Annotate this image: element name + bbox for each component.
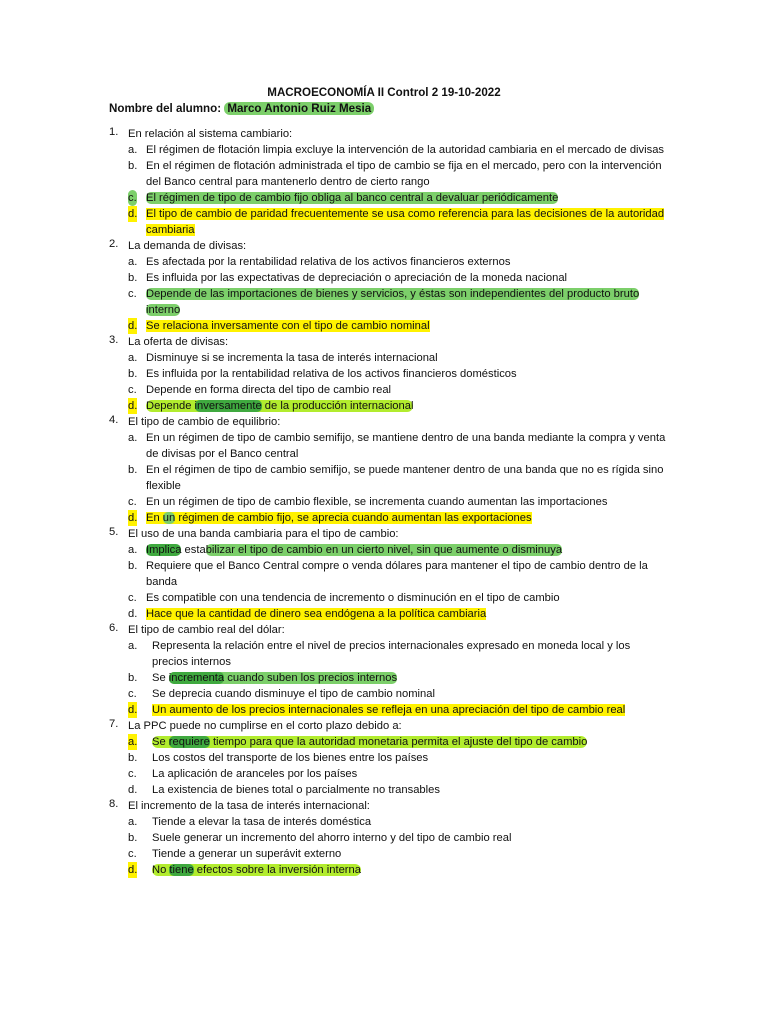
question-list bbox=[109, 126, 669, 878]
option-text: Es influida por la rentabilidad relativa de los activos financieros domésticos bbox=[146, 368, 517, 380]
option-letter: b. bbox=[128, 832, 138, 844]
highlight-yellow-green bbox=[152, 736, 587, 748]
option-list bbox=[109, 814, 669, 878]
student-label: Nombre del alumno: bbox=[109, 102, 222, 115]
option-letter: d. bbox=[128, 400, 138, 412]
option-text bbox=[109, 702, 669, 718]
option-text: En un régimen de tipo de cambio flexible, se incrementa cuando aumentan las importaciones bbox=[146, 496, 608, 508]
option-letter: a. bbox=[128, 816, 138, 828]
question-number: 7. bbox=[109, 718, 119, 730]
option-letter: c. bbox=[128, 192, 137, 204]
student-name: Marco Antonio Ruiz Mesia bbox=[224, 102, 374, 115]
option-text: Requiere que el Banco Central compre o venda dólares para mantener el tipo de cambio dentro de la banda bbox=[146, 560, 648, 588]
option-letter: a. bbox=[128, 736, 138, 748]
highlight-yellow: El tipo de cambio de paridad frecuentemente se usa como referencia para las decisiones de la autoridad cambiaria bbox=[146, 208, 665, 236]
option-text bbox=[109, 670, 669, 686]
highlight-dark-green: inversamente bbox=[194, 400, 262, 412]
option-text: En el régimen de tipo de cambio semifijo, se puede mantener dentro de una banda que no es rígida sino flexible bbox=[146, 464, 664, 492]
option-1a bbox=[109, 142, 669, 158]
question-text: El incremento de la tasa de interés internacional: bbox=[128, 800, 370, 812]
option-letter: a. bbox=[128, 544, 138, 556]
option-5c bbox=[109, 590, 669, 606]
text-part: Se bbox=[152, 736, 169, 748]
option-text bbox=[109, 542, 669, 558]
option-letter: a. bbox=[128, 432, 138, 444]
text-part: de la producción internacional bbox=[261, 400, 414, 412]
question-number: 8. bbox=[109, 798, 119, 810]
option-letter: c. bbox=[128, 688, 137, 700]
option-text: El régimen de flotación limpia excluye la intervención de la autoridad cambiaria en el mercado de divisas bbox=[146, 144, 665, 156]
option-text: Es afectada por la rentabilidad relativa de los activos financieros externos bbox=[146, 256, 511, 268]
option-text bbox=[109, 606, 669, 622]
option-letter: c. bbox=[128, 768, 137, 780]
option-letter: b. bbox=[128, 160, 138, 172]
option-list bbox=[109, 430, 669, 526]
option-3b bbox=[109, 366, 669, 382]
question-text: En relación al sistema cambiario: bbox=[128, 128, 293, 140]
option-text: La aplicación de aranceles por los países bbox=[152, 768, 358, 780]
option-list bbox=[109, 142, 669, 238]
option-letter: a. bbox=[128, 256, 138, 268]
option-letter: b. bbox=[128, 368, 138, 380]
highlight-green: El régimen de tipo de cambio fijo obliga al banco central a devaluar periódicamente bbox=[146, 192, 559, 204]
option-7d bbox=[109, 782, 669, 798]
option-4b bbox=[109, 462, 669, 494]
question-3 bbox=[109, 334, 669, 414]
highlight-yellow: Hace que la cantidad de dinero sea endógena a la política cambiaria bbox=[146, 608, 487, 620]
option-letter: d. bbox=[128, 320, 138, 332]
highlight-green: bilizar el tipo de cambio en un cierto nivel, sin que aumente o disminuya bbox=[205, 544, 563, 556]
option-letter: d. bbox=[128, 864, 138, 876]
option-3c bbox=[109, 382, 669, 398]
option-6a bbox=[109, 638, 669, 670]
option-text bbox=[109, 286, 669, 318]
option-3d bbox=[109, 398, 669, 414]
option-letter: a. bbox=[128, 144, 138, 156]
option-7b bbox=[109, 750, 669, 766]
option-letter: d. bbox=[128, 608, 138, 620]
option-7a bbox=[109, 734, 669, 750]
option-letter: d. bbox=[128, 704, 138, 716]
text-part: No bbox=[152, 864, 170, 876]
question-text: La PPC puede no cumplirse en el corto plazo debido a: bbox=[128, 720, 402, 732]
question-5 bbox=[109, 526, 669, 622]
highlight-dark-green: tiene bbox=[169, 864, 194, 876]
option-letter: b. bbox=[128, 672, 138, 684]
option-text: Se deprecia cuando disminuye el tipo de cambio nominal bbox=[152, 688, 435, 700]
option-5d bbox=[109, 606, 669, 622]
option-text bbox=[109, 510, 669, 526]
document-title: MACROECONOMÍA II Control 2 19-10-2022 bbox=[267, 86, 501, 99]
option-list bbox=[109, 254, 669, 334]
option-8b bbox=[109, 830, 669, 846]
option-6c bbox=[109, 686, 669, 702]
option-text bbox=[109, 398, 669, 414]
text-part: En bbox=[146, 512, 163, 524]
question-6 bbox=[109, 622, 669, 718]
option-text: La existencia de bienes total o parcialmente no transables bbox=[152, 784, 440, 796]
highlight-yellow-green bbox=[146, 400, 413, 412]
option-list bbox=[109, 542, 669, 622]
option-letter: c. bbox=[128, 496, 137, 508]
question-number: 6. bbox=[109, 622, 119, 634]
highlight-green: Depende de las importaciones de bienes y servicios, y éstas son independientes del producto bruto interno bbox=[146, 288, 640, 316]
option-text: Suele generar un incremento del ahorro interno y del tipo de cambio real bbox=[152, 832, 512, 844]
option-text bbox=[109, 206, 669, 238]
option-8a bbox=[109, 814, 669, 830]
question-8 bbox=[109, 798, 669, 878]
option-text: Depende en forma directa del tipo de cambio real bbox=[146, 384, 392, 396]
highlight-dark-green: incrementa bbox=[168, 672, 225, 684]
option-letter: a. bbox=[128, 640, 138, 652]
option-letter: d. bbox=[128, 784, 138, 796]
option-text: En un régimen de tipo de cambio semifijo, se mantiene dentro de una banda mediante la compra y venta de divisas por el Banco central bbox=[146, 432, 666, 460]
question-number: 3. bbox=[109, 334, 119, 346]
option-4a bbox=[109, 430, 669, 462]
text-part: efectos sobre la inversión interna bbox=[193, 864, 361, 876]
text-part: tiempo para que la autoridad monetaria permita el ajuste del tipo de cambio bbox=[209, 736, 588, 748]
question-7 bbox=[109, 718, 669, 798]
option-1b bbox=[109, 158, 669, 190]
option-8c bbox=[109, 846, 669, 862]
option-1c bbox=[109, 190, 669, 206]
option-text: Es compatible con una tendencia de incremento o disminución en el tipo de cambio bbox=[146, 592, 560, 604]
option-3a bbox=[109, 350, 669, 366]
option-text: En el régimen de flotación administrada el tipo de cambio se fija en el mercado, pero con la intervención del Banco central para mantenerlo dentro de cierto rango bbox=[146, 160, 662, 188]
option-7c bbox=[109, 766, 669, 782]
option-4c bbox=[109, 494, 669, 510]
option-8d bbox=[109, 862, 669, 878]
option-letter: b. bbox=[128, 464, 138, 476]
option-text bbox=[109, 862, 669, 878]
option-6d bbox=[109, 702, 669, 718]
option-letter: b. bbox=[128, 752, 138, 764]
question-number: 2. bbox=[109, 238, 119, 250]
question-number: 1. bbox=[109, 126, 119, 138]
text-part: Depende bbox=[146, 400, 195, 412]
option-letter: c. bbox=[128, 848, 137, 860]
option-text: Disminuye si se incrementa la tasa de interés internacional bbox=[146, 352, 438, 364]
text-part: régimen de cambio fijo, se aprecia cuando aumentan las exportaciones bbox=[175, 512, 532, 524]
highlight-yellow-green bbox=[152, 864, 361, 876]
option-letter: d. bbox=[128, 512, 138, 524]
question-4 bbox=[109, 414, 669, 526]
highlight-green bbox=[169, 672, 397, 684]
question-text: El tipo de cambio de equilibrio: bbox=[128, 416, 281, 428]
option-6b bbox=[109, 670, 669, 686]
text-part: Se bbox=[152, 672, 169, 684]
question-text: El uso de una banda cambiaria para el tipo de cambio: bbox=[128, 528, 399, 540]
highlight-green: un bbox=[162, 512, 176, 524]
question-text: El tipo de cambio real del dólar: bbox=[128, 624, 285, 636]
option-text bbox=[109, 190, 669, 206]
option-5b bbox=[109, 558, 669, 590]
option-2d bbox=[109, 318, 669, 334]
option-text: Representa la relación entre el nivel de precios internacionales expresado en moneda local y los precios internos bbox=[152, 640, 631, 668]
text-part: esta bbox=[181, 544, 206, 556]
option-text: Tiende a generar un superávit externo bbox=[152, 848, 342, 860]
highlight-yellow: Se relaciona inversamente con el tipo de cambio nominal bbox=[146, 320, 430, 332]
question-text: La demanda de divisas: bbox=[128, 240, 247, 252]
highlight-dark-green: Implica bbox=[146, 544, 182, 556]
option-text: Tiende a elevar la tasa de interés doméstica bbox=[152, 816, 372, 828]
option-letter: c. bbox=[128, 288, 137, 300]
option-letter: c. bbox=[128, 384, 137, 396]
question-number: 4. bbox=[109, 414, 119, 426]
option-1d bbox=[109, 206, 669, 238]
highlight-yellow bbox=[146, 512, 532, 524]
option-list bbox=[109, 350, 669, 414]
option-list bbox=[109, 734, 669, 798]
option-2c bbox=[109, 286, 669, 318]
option-text bbox=[109, 734, 669, 750]
option-text bbox=[109, 318, 669, 334]
highlight-yellow: Un aumento de los precios internacionales se refleja en una apreciación del tipo de cambio real bbox=[152, 704, 626, 716]
text-part: cuando suben los precios internos bbox=[224, 672, 398, 684]
option-list bbox=[109, 638, 669, 718]
option-4d bbox=[109, 510, 669, 526]
question-2 bbox=[109, 238, 669, 334]
option-text: Es influida por las expectativas de depreciación o apreciación de la moneda nacional bbox=[146, 272, 568, 284]
question-1 bbox=[109, 126, 669, 238]
option-5a bbox=[109, 542, 669, 558]
option-letter: d. bbox=[128, 208, 138, 220]
option-letter: c. bbox=[128, 592, 137, 604]
option-text: Los costos del transporte de los bienes entre los países bbox=[152, 752, 429, 764]
question-text: La oferta de divisas: bbox=[128, 336, 229, 348]
question-number: 5. bbox=[109, 526, 119, 538]
option-letter: a. bbox=[128, 352, 138, 364]
highlight-dark-green: requiere bbox=[168, 736, 210, 748]
option-2b bbox=[109, 270, 669, 286]
option-2a bbox=[109, 254, 669, 270]
option-letter: b. bbox=[128, 272, 138, 284]
student-line bbox=[109, 102, 374, 115]
option-letter: b. bbox=[128, 560, 138, 572]
